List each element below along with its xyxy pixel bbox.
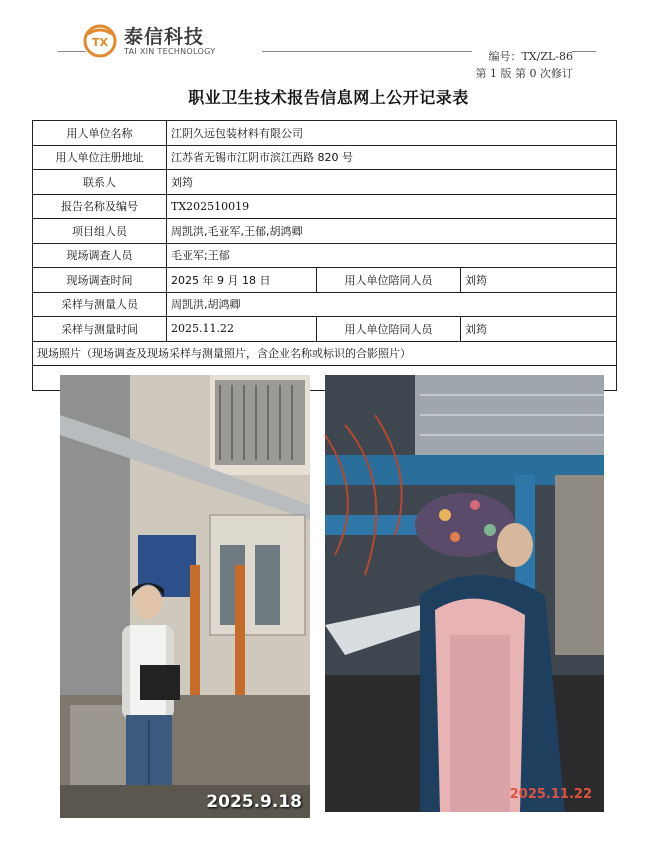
table-row — [33, 243, 617, 268]
table-row — [33, 366, 617, 391]
table-row — [33, 121, 617, 146]
document-number: 编号：TX/ZL-86 — [488, 50, 573, 63]
photos-header: 现场照片（现场调查及现场采样与测量照片，含企业名称或标识的合影照片） — [33, 341, 617, 366]
header-rule-mid — [262, 51, 472, 52]
sampling-photo-illustration — [325, 375, 604, 812]
sampling-staff-label: 采样与测量人员 — [33, 292, 167, 317]
logo-chinese-name: 泰信科技 — [124, 26, 205, 48]
table-row — [33, 194, 617, 219]
record-table — [32, 120, 617, 812]
contact-value: 刘筠 — [167, 170, 617, 195]
photo1-date-stamp: 2025.9.18 — [206, 792, 302, 812]
survey-staff-label: 现场调查人员 — [33, 243, 167, 268]
table-row — [33, 317, 617, 342]
sampling-staff-value: 周凯洪,胡鸿卿 — [167, 292, 617, 317]
table-row — [33, 268, 617, 293]
photos-cell — [33, 366, 617, 812]
team-label: 项目组人员 — [33, 219, 167, 244]
employer-name-value: 江阴久远包装材料有限公司 — [167, 121, 617, 146]
logo-mark-text: TX — [92, 36, 108, 49]
header-rule-right — [572, 51, 596, 52]
sampling-time-value: 2025.11.22 — [167, 317, 317, 342]
table-row — [33, 145, 617, 170]
employer-name-label: 用人单位名称 — [33, 121, 167, 146]
report-value: TX202510019 — [167, 194, 617, 219]
registered-address-label: 用人单位注册地址 — [33, 145, 167, 170]
report-label: 报告名称及编号 — [33, 194, 167, 219]
table-row — [33, 341, 617, 366]
photo2-date-stamp: 2025.11.22 — [509, 787, 592, 802]
company-logo — [82, 22, 262, 62]
survey-accompany-value: 刘筠 — [461, 268, 617, 293]
site-survey-photo-illustration — [60, 375, 310, 818]
sampling-accompany-label: 用人单位陪同人员 — [317, 317, 461, 342]
sampling-time-label: 采样与测量时间 — [33, 317, 167, 342]
table-row — [33, 292, 617, 317]
company-logo-mark-icon — [82, 24, 118, 58]
sampling-accompany-value: 刘筠 — [461, 317, 617, 342]
survey-time-value: 2025 年 9 月 18 日 — [167, 268, 317, 293]
team-value: 周凯洪,毛亚军,王郁,胡鸿卿 — [167, 219, 617, 244]
table-row — [33, 170, 617, 195]
survey-time-label: 现场调查时间 — [33, 268, 167, 293]
registered-address-value: 江苏省无锡市江阴市滨江西路 820 号 — [167, 145, 617, 170]
table-row — [33, 219, 617, 244]
page-title: 职业卫生技术报告信息网上公开记录表 — [188, 88, 469, 107]
survey-staff-value: 毛亚军;王郁 — [167, 243, 617, 268]
sampling-photo — [325, 375, 604, 812]
logo-english-name: TAI XIN TECHNOLOGY — [124, 47, 216, 56]
survey-accompany-label: 用人单位陪同人员 — [317, 268, 461, 293]
document-version: 第 1 版 第 0 次修订 — [475, 67, 573, 80]
contact-label: 联系人 — [33, 170, 167, 195]
header-rule-left — [58, 51, 86, 52]
site-survey-photo — [60, 375, 310, 818]
